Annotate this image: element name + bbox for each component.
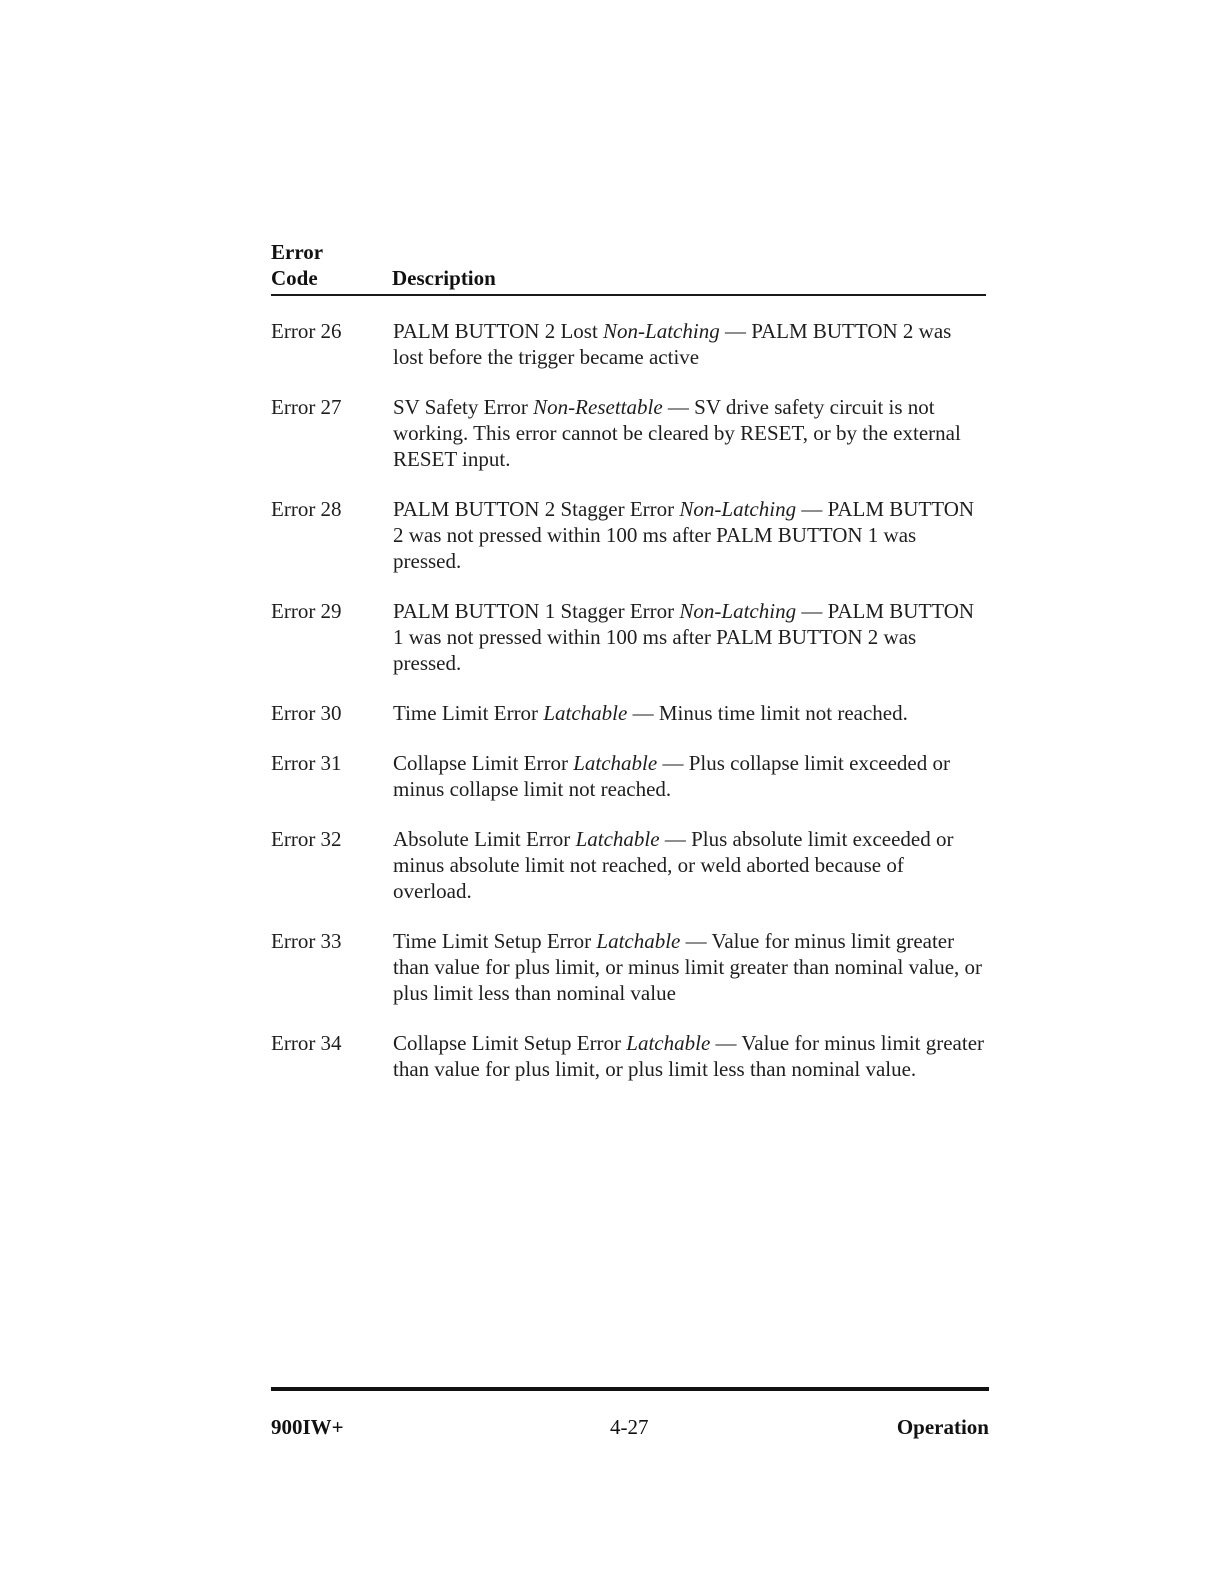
error-code: Error 32 [271,827,342,851]
error-type: Latchable [543,701,628,725]
header-divider [271,294,986,296]
error-row [271,700,991,726]
error-text: — Plus absolute limit exceeded or minus absolute limit not reached, or weld aborted because of overload. [393,827,954,903]
error-row [271,1030,991,1082]
error-type: Non-Latching [603,319,720,343]
error-row [271,928,991,1006]
error-row [271,826,991,904]
error-code: Error 28 [271,497,342,521]
error-title: PALM BUTTON 1 Stagger Error [393,599,680,623]
error-type: Non-Resettable [533,395,663,419]
error-text: — PALM BUTTON 1 was not pressed within 100 ms after PALM BUTTON 2 was pressed. [393,599,975,675]
error-type: Non-Latching [679,599,797,623]
error-text: — Minus time limit not reached. [632,701,908,725]
footer-section-name: Operation [896,1415,989,1439]
footer-page-number: 4-27 [610,1415,649,1439]
footer-divider [271,1387,989,1391]
error-row [271,750,991,802]
error-text: — Plus collapse limit exceeded or minus collapse limit not reached. [393,751,950,801]
footer-product-name: 900IW+ [271,1415,344,1439]
error-type: Latchable [626,1031,711,1055]
error-description [393,750,985,802]
error-type: Latchable [596,929,681,953]
error-row [271,394,991,472]
column-header-description: Description [392,266,496,290]
error-description [393,928,985,1006]
error-code: Error 29 [271,599,342,623]
error-text: — PALM BUTTON 2 was lost before the trigger became active [393,319,952,369]
error-code: Error 34 [271,1031,342,1055]
error-row [271,318,991,370]
error-description [393,318,985,370]
error-row [271,496,991,574]
error-description [393,496,985,574]
error-table [271,318,991,1106]
error-text: — Value for minus limit greater than value for plus limit, or minus limit greater than nominal value, or plus limit less than nominal value [393,929,983,1005]
error-text: — Value for minus limit greater than value for plus limit, or plus limit less than nominal value. [393,1031,985,1081]
error-description [393,394,985,472]
error-title: Absolute Limit Error [393,827,576,851]
error-code: Error 30 [271,701,342,725]
error-text: — PALM BUTTON 2 was not pressed within 100 ms after PALM BUTTON 1 was pressed. [393,497,975,573]
error-title: PALM BUTTON 2 Stagger Error [393,497,680,521]
error-title: Collapse Limit Error [393,751,574,775]
error-description [393,826,985,904]
error-title: PALM BUTTON 2 Lost [393,319,604,343]
error-row [271,598,991,676]
error-title: SV Safety Error [393,395,534,419]
column-header-error-code [271,239,323,291]
error-code: Error 33 [271,929,342,953]
error-description [393,1030,985,1082]
error-type: Latchable [575,827,660,851]
error-code: Error 31 [271,751,342,775]
error-text: — SV drive safety circuit is not working. This error cannot be cleared by RESET, or by the external RESET input. [393,395,961,471]
error-code: Error 27 [271,395,342,419]
error-code: Error 26 [271,319,342,343]
error-description [393,598,985,676]
error-description [393,700,985,726]
error-title: Time Limit Setup Error [393,929,597,953]
error-type: Non-Latching [679,497,797,521]
error-type: Latchable [573,751,658,775]
error-title: Time Limit Error [393,701,544,725]
column-header-error-code-text: Error Code [271,240,324,290]
error-title: Collapse Limit Setup Error [393,1031,627,1055]
